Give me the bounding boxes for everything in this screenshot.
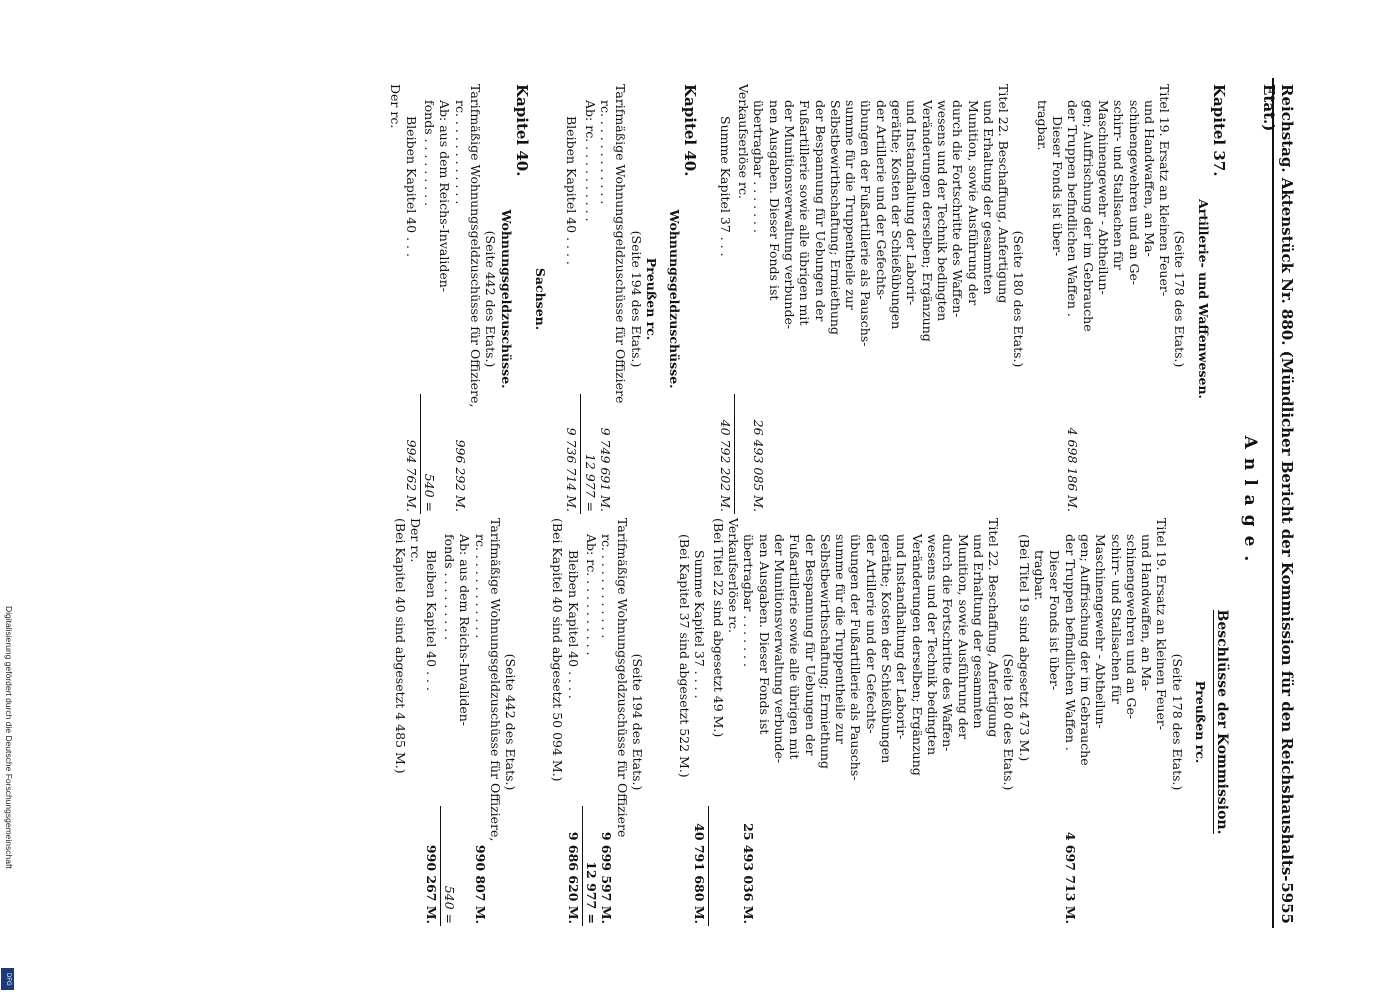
line-text: Kapitel 40. bbox=[512, 84, 531, 177]
line-text: fonds . . . . . . . . . bbox=[441, 534, 457, 641]
amount: 26 493 085 M. bbox=[751, 419, 767, 512]
line-text: Tarifmäßige Wohnungsgeldzuschüsse für Offiziere bbox=[613, 84, 629, 404]
line-text: Wohnungsgeldzuschüsse. bbox=[498, 209, 514, 389]
text-line bbox=[925, 518, 940, 926]
line-text: (Seite 178 des Etats.) bbox=[1172, 230, 1188, 368]
text-line bbox=[393, 518, 408, 926]
text-line bbox=[818, 518, 833, 926]
text-line bbox=[1047, 518, 1062, 926]
line-text: summe für die Truppentheile zur bbox=[843, 100, 859, 310]
line-text: Fußartillerie sowie alle übrigen mit bbox=[797, 100, 813, 326]
text-line bbox=[940, 518, 955, 926]
text-line bbox=[879, 518, 894, 926]
text-line bbox=[630, 518, 645, 926]
line-text: (Seite 442 des Etats.) bbox=[483, 230, 499, 368]
line-text: der Munitionsverwaltung verbunde- bbox=[771, 534, 787, 764]
line-text: Maschinengewehr - Abtheilun- bbox=[1093, 534, 1109, 729]
amount: 540 = bbox=[441, 885, 457, 924]
spacer bbox=[518, 518, 534, 926]
line-text: rc. . . . . . . . . . . . bbox=[598, 100, 614, 205]
line-text: (Seite 180 des Etats.) bbox=[1011, 230, 1027, 368]
line-text: Titel 19. Ersatz an kleinen Feuer- bbox=[1154, 518, 1170, 731]
line-text: der Artillerie und der Gefechts- bbox=[873, 100, 889, 300]
text-line bbox=[986, 518, 1001, 926]
line-text: und Erhaltung der gesammten bbox=[970, 534, 986, 729]
text-line bbox=[681, 84, 700, 514]
text-line bbox=[614, 518, 629, 926]
text-line bbox=[787, 518, 802, 926]
dfg-logo: DFG bbox=[1, 968, 14, 990]
text-line bbox=[1142, 84, 1157, 514]
amount: 990 267 M. bbox=[423, 844, 439, 924]
spacer bbox=[534, 518, 550, 926]
line-text: schinengewehren und an Ge- bbox=[1126, 100, 1142, 286]
line-text: Ab: rc. . . . . . . . . . . bbox=[584, 534, 600, 656]
line-text: übungen der Fußartillerie als Pauschs- bbox=[848, 534, 864, 781]
text-line bbox=[909, 518, 924, 926]
line-text: und Erhaltung der gesammten bbox=[980, 100, 996, 295]
line-text: Fußartillerie sowie alle übrigen mit bbox=[787, 534, 803, 760]
text-line bbox=[403, 84, 418, 514]
line-text: (Bei Titel 19 sind abgesetzt 473 M.) bbox=[1016, 534, 1032, 762]
amount: 40 791 680 M. bbox=[692, 823, 708, 924]
text-line bbox=[833, 518, 848, 926]
sum-rule bbox=[734, 394, 735, 514]
text-line bbox=[782, 84, 797, 514]
text-line bbox=[584, 518, 599, 926]
text-line bbox=[1169, 518, 1184, 926]
text-line bbox=[843, 84, 858, 514]
line-text: (Bei Kapitel 40 sind abgesetzt 50 094 M.) bbox=[550, 518, 566, 782]
line-text: Titel 22. Beschaffung, Anfertigung bbox=[986, 518, 1002, 738]
dfg-credit-text: Digitalisierung gefördert durch die Deutsche Forschungsgemeinschaft bbox=[4, 606, 14, 869]
text-line bbox=[1011, 84, 1026, 514]
line-text: der Truppen befindlichen Waffen . bbox=[1065, 100, 1081, 317]
line-text: schinengewehren und an Ge- bbox=[1123, 534, 1139, 720]
text-line bbox=[667, 84, 682, 514]
spacer bbox=[702, 84, 718, 514]
text-line bbox=[935, 84, 950, 514]
spacer bbox=[1185, 518, 1193, 926]
line-text: und Handwaffen, an Ma- bbox=[1141, 100, 1157, 257]
text-line bbox=[1195, 84, 1210, 514]
text-line bbox=[692, 518, 707, 926]
text-line bbox=[677, 518, 692, 926]
text-line bbox=[514, 84, 529, 514]
appendix-title: Anlage. bbox=[1240, 435, 1260, 571]
line-text: und Handwaffen, an Ma- bbox=[1139, 534, 1155, 691]
text-line bbox=[388, 84, 403, 514]
line-text: Sachsen. bbox=[533, 267, 549, 331]
rotated-page bbox=[70, 78, 1300, 928]
line-text: der Munitionsverwaltung verbunde- bbox=[781, 100, 797, 330]
line-text: (Bei Titel 22 sind abgesetzt 49 M.) bbox=[710, 518, 726, 738]
line-text: Ab: aus dem Reichs-Invaliden- bbox=[437, 100, 453, 292]
line-text: rc. . . . . . . . . . . . bbox=[472, 534, 488, 639]
line-text: übertragbar . . . . . . . bbox=[751, 100, 767, 233]
line-text: (Seite 194 des Etats.) bbox=[629, 653, 645, 791]
text-line bbox=[437, 84, 452, 514]
text-line bbox=[1032, 518, 1047, 926]
text-line bbox=[1124, 518, 1139, 926]
text-line bbox=[1080, 84, 1095, 514]
text-line bbox=[1157, 84, 1172, 514]
text-line bbox=[904, 84, 919, 514]
line-text: schirr- und Stallsachen für bbox=[1111, 100, 1127, 270]
line-text: Kapitel 37. bbox=[1210, 84, 1228, 177]
text-line bbox=[996, 84, 1011, 514]
text-line bbox=[1062, 518, 1077, 926]
amount: 9 686 620 M. bbox=[565, 831, 581, 924]
line-text: Selbstbewirthschaftung; Ermiethung bbox=[817, 534, 833, 769]
amount: 994 762 M. bbox=[403, 439, 419, 512]
text-line bbox=[828, 84, 843, 514]
text-line bbox=[442, 518, 457, 926]
text-line bbox=[711, 518, 726, 926]
text-line bbox=[726, 518, 741, 926]
line-text: der Bespannung für Uebungen der bbox=[812, 100, 828, 322]
line-text: Preußen rc. bbox=[643, 257, 659, 341]
line-text: der Bespannung für Uebungen der bbox=[802, 534, 818, 756]
line-text: Tarifmäßige Wohnungsgeldzuschüsse für Offiziere, bbox=[487, 518, 503, 842]
amount: 12 977 = bbox=[582, 453, 598, 512]
line-text: übungen der Fußartillerie als Pauschs- bbox=[858, 100, 874, 347]
line-text: Dieser Fonds ist über- bbox=[1047, 550, 1063, 691]
text-line bbox=[1154, 518, 1169, 926]
spacer bbox=[661, 518, 677, 926]
text-line bbox=[1108, 518, 1123, 926]
line-text: der Artillerie und der Gefechts- bbox=[863, 534, 879, 734]
line-text: wesens und der Technik bedingten bbox=[934, 100, 950, 322]
text-line bbox=[599, 518, 614, 926]
commission-heading bbox=[1208, 518, 1230, 926]
text-line bbox=[802, 518, 817, 926]
line-text: Titel 19. Ersatz an kleinen Feuer- bbox=[1157, 84, 1173, 297]
line-text: Bleiben Kapitel 40 . . . . bbox=[564, 116, 580, 265]
line-text: Kapitel 40. bbox=[681, 84, 700, 177]
text-line bbox=[751, 84, 766, 514]
line-text: gen; Auffrischung der im Gebrauche bbox=[1080, 100, 1096, 332]
line-text: Dieser Fonds ist über- bbox=[1050, 116, 1066, 257]
line-text: Tarifmäßige Wohnungsgeldzuschüsse für Offiziere bbox=[614, 518, 630, 838]
text-line bbox=[736, 84, 751, 514]
line-text: tragbar. bbox=[1032, 550, 1048, 601]
line-text: Summe Kapitel 37 . . . bbox=[717, 116, 733, 257]
text-line bbox=[1065, 84, 1080, 514]
text-line bbox=[1096, 84, 1111, 514]
amount: 12 977 = bbox=[584, 861, 600, 924]
line-text: durch die Fortschritte des Waffen- bbox=[950, 100, 966, 318]
text-line bbox=[894, 518, 909, 926]
text-line bbox=[848, 518, 863, 926]
text-line bbox=[863, 518, 878, 926]
line-text: Titel 22. Beschaffung, Anfertigung bbox=[996, 84, 1012, 304]
line-text: nen Ausgaben. Dieser Fonds ist bbox=[756, 534, 772, 735]
line-text: Veränderungen derselben; Ergänzung bbox=[919, 100, 935, 342]
text-line bbox=[498, 84, 513, 514]
text-line bbox=[1111, 84, 1126, 514]
text-line bbox=[468, 84, 483, 514]
spacer bbox=[548, 84, 564, 514]
text-line bbox=[644, 84, 659, 514]
text-line bbox=[422, 84, 437, 514]
amount: 990 807 M. bbox=[472, 844, 488, 924]
text-line bbox=[756, 518, 771, 926]
text-line bbox=[457, 518, 472, 926]
text-line bbox=[628, 84, 643, 514]
line-text: Verkaufserlöse rc. bbox=[726, 518, 742, 634]
spacer bbox=[645, 518, 661, 926]
sum-rule bbox=[580, 394, 581, 514]
header-title: Reichstag. Aktenstück Nr. 880. (Mündlicher Bericht der Kommission für den Reichshaushalts-Etat.) bbox=[1260, 84, 1296, 882]
text-line bbox=[452, 84, 467, 514]
line-text: Selbstbewirthschaftung; Ermiethung bbox=[827, 100, 843, 335]
sum-rule bbox=[440, 806, 441, 926]
line-text: und Instandhaltung der Laborir- bbox=[894, 534, 910, 740]
line-text: Artillerie- und Waffenwesen. bbox=[1195, 199, 1211, 399]
line-text: Maschinengewehr - Abtheilun- bbox=[1095, 100, 1111, 295]
line-text: der Truppen befindlichen Waffen . bbox=[1062, 534, 1078, 751]
text-line bbox=[423, 518, 438, 926]
text-line bbox=[1016, 518, 1031, 926]
text-line bbox=[858, 84, 873, 514]
text-line bbox=[812, 84, 827, 514]
line-text: und Instandhaltung der Laborir- bbox=[904, 100, 920, 306]
amount: 4 697 713 M. bbox=[1062, 831, 1078, 924]
line-text: (Seite 194 des Etats.) bbox=[628, 230, 644, 368]
line-text: Ab: rc. . . . . . . . . . . bbox=[582, 100, 598, 222]
line-text: Munition, sowie Ausführung der bbox=[965, 100, 981, 306]
text-line bbox=[1001, 518, 1016, 926]
right-column bbox=[393, 518, 1230, 926]
line-text: Preußen rc. bbox=[1193, 680, 1208, 764]
line-text: Summe Kapitel 37 . . . . bbox=[692, 550, 708, 699]
amount: 4 698 186 M. bbox=[1065, 427, 1081, 512]
text-line bbox=[408, 518, 423, 926]
line-text: wesens und der Technik bedingten bbox=[924, 534, 940, 756]
line-text: (Seite 442 des Etats.) bbox=[503, 653, 519, 791]
text-line bbox=[550, 518, 565, 926]
amount: 40 792 202 M. bbox=[717, 419, 733, 512]
line-text: durch die Fortschritte des Waffen- bbox=[940, 534, 956, 752]
amount: 9 736 714 M. bbox=[564, 427, 580, 512]
line-text: fonds . . . . . . . . . bbox=[422, 100, 438, 207]
text-line bbox=[950, 84, 965, 514]
line-text: Ab: aus dem Reichs-Invaliden- bbox=[457, 534, 473, 726]
text-line bbox=[1093, 518, 1108, 926]
page-number: 5955 bbox=[1278, 882, 1296, 924]
amount: 9 699 597 M. bbox=[599, 831, 615, 924]
amount: 9 749 691 M. bbox=[598, 427, 614, 512]
line-text: Munition, sowie Ausführung der bbox=[955, 534, 971, 740]
text-line bbox=[1078, 518, 1093, 926]
text-line bbox=[472, 518, 487, 926]
line-text: summe für die Truppentheile zur bbox=[833, 534, 849, 744]
sum-rule bbox=[709, 806, 710, 926]
dfg-credit bbox=[0, 600, 14, 1000]
text-line bbox=[981, 84, 996, 514]
amount: 25 493 036 M. bbox=[741, 823, 757, 924]
line-text: Verkaufserlöse rc. bbox=[736, 84, 752, 200]
line-text: rc. . . . . . . . . . . . bbox=[452, 100, 468, 205]
line-text: übertragbar . . . . . . . bbox=[741, 534, 757, 667]
text-line bbox=[741, 518, 756, 926]
line-text: (Bei Kapitel 40 sind abgesetzt 4 485 M.) bbox=[393, 518, 409, 774]
line-text: geräthe; Kosten der Schießübungen bbox=[889, 100, 905, 330]
text-line bbox=[889, 84, 904, 514]
spacer bbox=[1026, 84, 1034, 514]
text-line bbox=[533, 84, 548, 514]
text-line bbox=[1034, 84, 1049, 514]
line-text: Der rc. bbox=[408, 518, 424, 563]
text-line bbox=[772, 518, 787, 926]
text-line bbox=[488, 518, 503, 926]
line-text: Veränderungen derselben; Ergänzung bbox=[909, 534, 925, 776]
text-line bbox=[919, 84, 934, 514]
text-line bbox=[718, 84, 733, 514]
text-line bbox=[955, 518, 970, 926]
left-column bbox=[388, 84, 1230, 514]
text-line bbox=[971, 518, 986, 926]
text-line bbox=[1139, 518, 1154, 926]
line-text: Bleiben Kapitel 40 . . . bbox=[423, 550, 439, 691]
line-text: (Seite 178 des Etats.) bbox=[1169, 653, 1185, 791]
line-text: Bleiben Kapitel 40 . . . . bbox=[565, 550, 581, 699]
text-line bbox=[965, 84, 980, 514]
amount: 540 = bbox=[422, 473, 438, 512]
line-text: rc. . . . . . . . . . . . bbox=[599, 534, 615, 639]
text-line bbox=[873, 84, 888, 514]
text-line bbox=[582, 84, 597, 514]
text-line bbox=[1211, 84, 1226, 514]
text-line bbox=[564, 84, 579, 514]
text-line bbox=[598, 84, 613, 514]
text-line bbox=[1050, 84, 1065, 514]
commission-heading-text: Beschlüsse der Kommission. bbox=[1214, 609, 1230, 835]
text-line bbox=[1172, 84, 1187, 514]
text-line bbox=[1126, 84, 1141, 514]
text-line bbox=[483, 84, 498, 514]
page-header bbox=[1260, 78, 1300, 928]
line-text: Der rc. bbox=[388, 84, 404, 129]
line-text: geräthe; Kosten der Schießübungen bbox=[879, 534, 895, 764]
line-text: tragbar. bbox=[1034, 100, 1050, 151]
line-text: (Bei Kapitel 37 sind abgesetzt 522 M.) bbox=[677, 534, 693, 778]
text-line bbox=[766, 84, 781, 514]
text-line bbox=[613, 84, 628, 514]
line-text: nen Ausgaben. Dieser Fonds ist bbox=[766, 100, 782, 301]
line-text: (Seite 180 des Etats.) bbox=[1001, 653, 1017, 791]
line-text: Tarifmäßige Wohnungsgeldzuschüsse für Offiziere, bbox=[467, 84, 483, 408]
text-line bbox=[503, 518, 518, 926]
line-text: schirr- und Stallsachen für bbox=[1108, 534, 1124, 704]
line-text: Bleiben Kapitel 40 . . . bbox=[403, 116, 419, 257]
sum-rule bbox=[420, 394, 421, 514]
text-line bbox=[797, 84, 812, 514]
spacer bbox=[1187, 84, 1195, 514]
text-line bbox=[1193, 518, 1208, 926]
amount: 996 292 M. bbox=[452, 439, 468, 512]
line-text: Wohnungsgeldzuschüsse. bbox=[667, 209, 683, 389]
text-line bbox=[565, 518, 580, 926]
line-text: gen; Auffrischung der im Gebrauche bbox=[1077, 534, 1093, 766]
sum-rule bbox=[582, 806, 583, 926]
spacer bbox=[659, 84, 667, 514]
